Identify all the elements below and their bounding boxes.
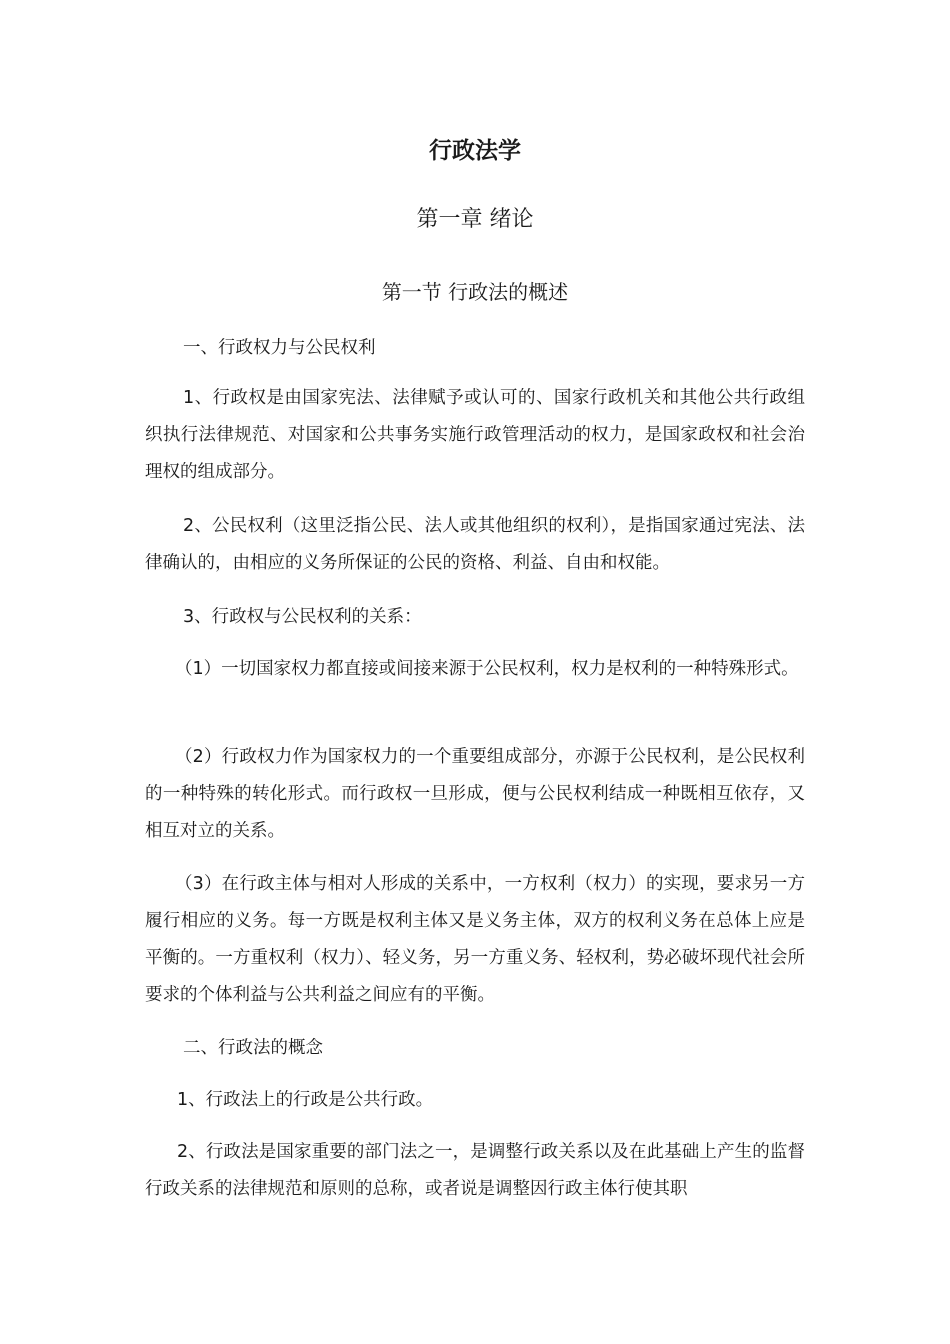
paragraph-5: 2、行政法是国家重要的部门法之一，是调整行政关系以及在此基础上产生的监督行政关系的法律规范和原则的总称，或者说是调整因行政主体行使其职 (145, 1142, 805, 1199)
paragraph-3-3: （3）在行政主体与相对人形成的关系中，一方权利（权力）的实现，要求另一方履行相应的义务。每一方既是权利主体又是义务主体，双方的权利义务在总体上应是平衡的。一方重权利（权力）、轻义务，另一方重义务、轻权利，势必破坏现代社会所要求的个体利益与公共利益之间应有的平衡。 (145, 874, 805, 1005)
paragraph-3: 3、行政权与公民权利的关系： (183, 607, 422, 627)
paragraph-3-1: （1）一切国家权力都直接或间接来源于公民权利，权力是权利的一种特殊形式。 (175, 659, 799, 679)
paragraph-4: 1、行政法上的行政是公共行政。 (177, 1090, 434, 1110)
paragraph-3-2: （2）行政权力作为国家权力的一个重要组成部分，亦源于公民权利，是公民权利的一种特殊的转化形式。而行政权一旦形成，便与公民权利结成一种既相互依存，又相互对立的关系。 (145, 747, 805, 841)
chapter-heading: 第一章 绪论 (416, 207, 534, 232)
heading-part-one: 一、行政权力与公民权利 (183, 338, 376, 358)
heading-part-two: 二、行政法的概念 (183, 1038, 323, 1058)
paragraph-2: 2、公民权利（这里泛指公民、法人或其他组织的权利），是指国家通过宪法、法律确认的，由相应的义务所保证的公民的资格、利益、自由和权能。 (145, 516, 805, 573)
section-heading: 第一节 行政法的概述 (381, 280, 569, 304)
paragraph-1: 1、行政权是由国家宪法、法律赋予或认可的、国家行政机关和其他公共行政组织执行法律规范、对国家和公共事务实施行政管理活动的权力，是国家政权和社会治理权的组成部分。 (145, 388, 805, 482)
document-title: 行政法学 (429, 138, 521, 164)
